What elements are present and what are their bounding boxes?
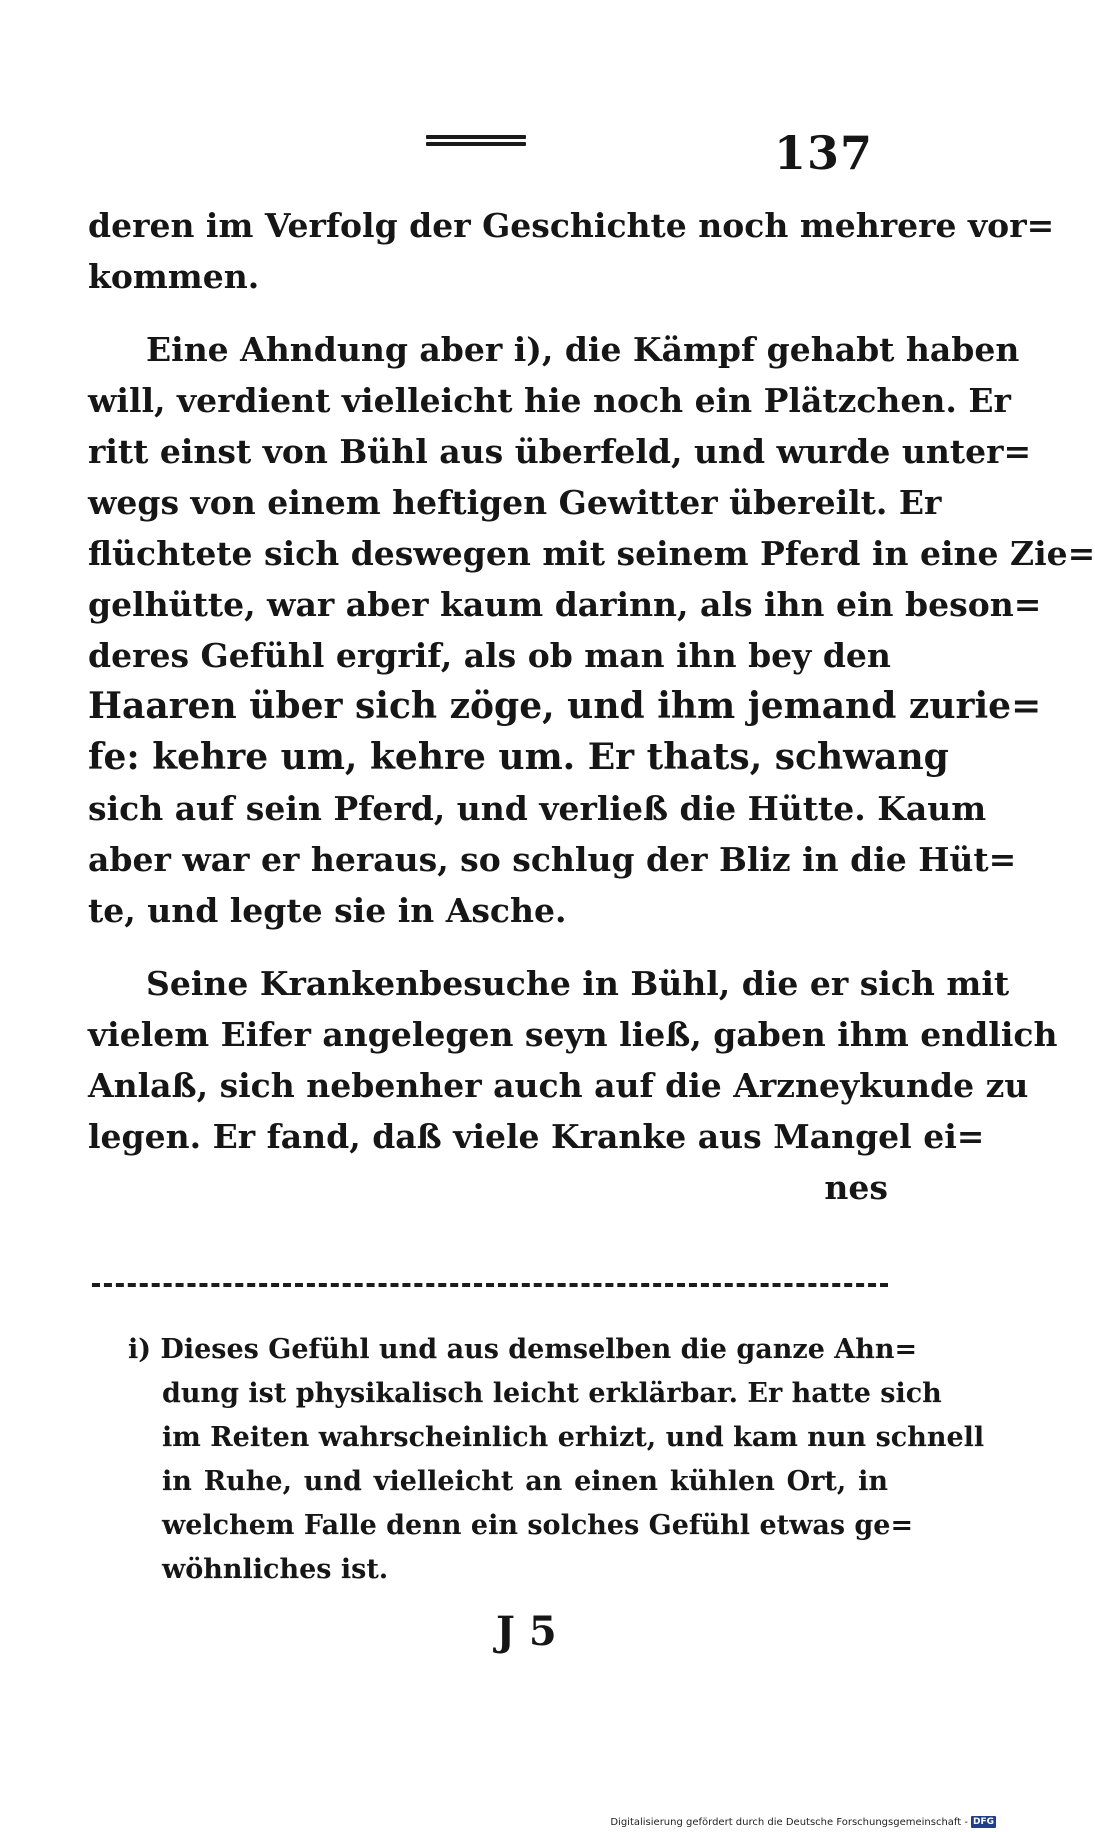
digitization-credit <box>610 1816 996 1828</box>
text-line: Haaren über sich zöge, und ihm jemand zurie= <box>88 685 1042 727</box>
text-line: Anlaß, sich nebenher auch auf die Arzneykunde zu <box>88 1066 1029 1105</box>
footnote-line: wöhnliches ist. <box>162 1554 389 1585</box>
footnote-line: im Reiten wahrscheinlich erhizt, und kam nun schnell <box>162 1422 985 1453</box>
text-line: flüchtete sich deswegen mit seinem Pferd in eine Zie= <box>88 534 1095 573</box>
dfg-logo-icon: DFG <box>972 1817 994 1827</box>
paragraph-start-line: Eine Ahndung aber i), die Kämpf gehabt haben <box>146 330 1020 369</box>
footnote <box>128 1328 985 1592</box>
paragraph-start-line: Seine Krankenbesuche in Bühl, die er sich mit <box>146 964 1010 1003</box>
text-line: vielem Eifer angelegen seyn ließ, gaben ihm endlich <box>88 1015 1058 1054</box>
text-line: deres Gefühl ergrif, als ob man ihn bey den <box>88 636 891 675</box>
text-line: fe: kehre um, kehre um. Er thats, schwang <box>88 736 949 778</box>
text-line: kommen. <box>88 257 260 296</box>
text-line: legen. Er fand, daß viele Kranke aus Mangel ei= <box>88 1117 985 1156</box>
footnote-line: i) Dieses Gefühl und aus demselben die ganze Ahn= <box>128 1334 918 1365</box>
text-line: aber war er heraus, so schlug der Bliz in die Hüt= <box>88 840 1017 879</box>
body-text <box>88 200 1095 1213</box>
text-line: te, und legte sie in Asche. <box>88 891 567 930</box>
credit-text: Digitalisierung gefördert durch die Deutsche Forschungsgemeinschaft - <box>610 1816 968 1828</box>
text-line: ritt einst von Bühl aus überfeld, und wurde unter= <box>88 432 1032 471</box>
footnote-separator <box>92 1283 888 1287</box>
catchword: nes <box>824 1168 888 1207</box>
header-double-rule <box>426 135 526 149</box>
printer-signature: J 5 <box>496 1608 557 1655</box>
text-line: gelhütte, war aber kaum darinn, als ihn ein beson= <box>88 585 1042 624</box>
text-line: wegs von einem heftigen Gewitter übereilt. Er <box>88 483 942 522</box>
text-line: sich auf sein Pferd, und verließ die Hütte. Kaum <box>88 789 987 828</box>
text-line: will, verdient vielleicht hie noch ein Plätzchen. Er <box>88 381 1011 420</box>
footnote-line: dung ist physikalisch leicht erklärbar. Er hatte sich <box>162 1378 942 1409</box>
footnote-line: in Ruhe, und vielleicht an einen kühlen Ort, in <box>162 1466 888 1497</box>
page-number: 137 <box>773 126 873 180</box>
footnote-line: welchem Falle denn ein solches Gefühl etwas ge= <box>162 1510 914 1541</box>
text-line: deren im Verfolg der Geschichte noch mehrere vor= <box>88 206 1055 245</box>
